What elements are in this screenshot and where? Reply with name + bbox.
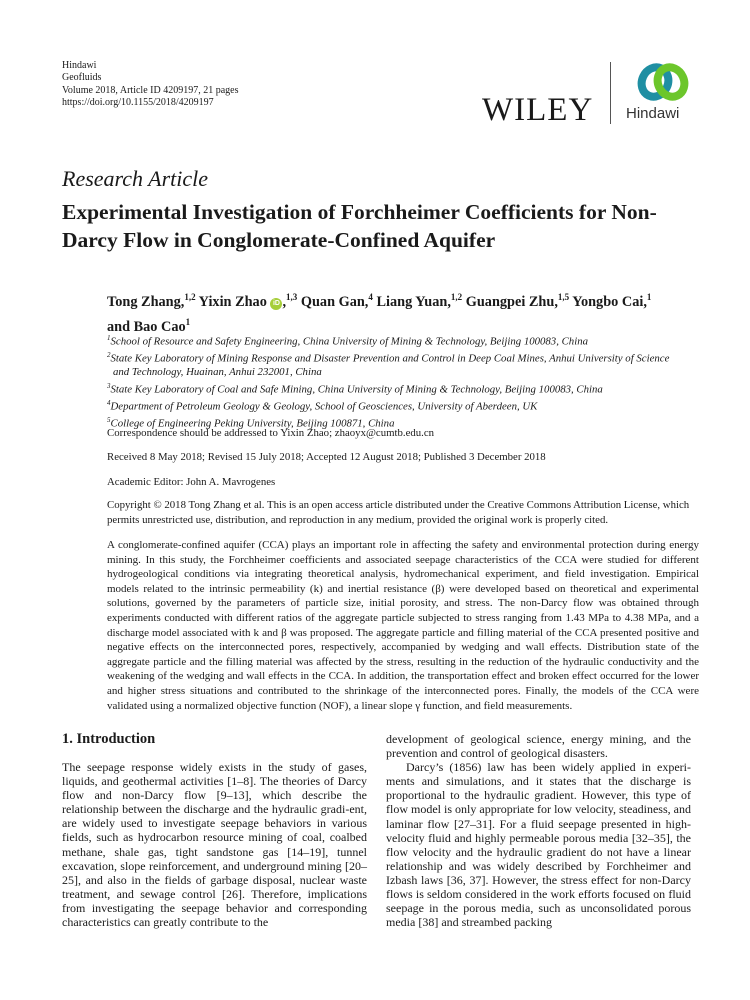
publication-dates: Received 8 May 2018; Revised 15 July 2018; Accepted 12 August 2018; Published 3 December 2018 xyxy=(107,451,546,463)
article-title: Experimental Investigation of Forchheimer Coefficients for Non-Darcy Flow in Conglomerate-Confined Aquifer xyxy=(62,200,657,252)
section-heading: 1. Introduction xyxy=(62,731,156,747)
journal-name: Geofluids xyxy=(62,72,102,84)
volume-info: Volume 2018, Article ID 4209197, 21 pages xyxy=(62,84,239,96)
affiliation-item: $^5$College of Engineering Peking University, Beijing 100871, China xyxy=(107,416,395,430)
correspondence: Correspondence should be addressed to Yixin Zhao; zhaoyx@cumtb.edu.cn xyxy=(107,427,435,439)
author-affiliation: 1 xyxy=(185,316,191,327)
author-affiliation: 1,2 xyxy=(184,292,196,302)
author-name: Guangpei Zhu, xyxy=(465,293,558,310)
affiliations xyxy=(107,332,707,432)
intro-right-column xyxy=(386,732,691,929)
body-paragraph: The seepage response widely exists in the study of gases, liquids, and geothermal activities [1–8]. The theories of Darcy flow and non-Darcy flow [9–13], which describe the relationship between the discharge and the hydraulic gradi-ent, are widely used to investigate seepage behaviors in various fields, such as hydrocarbon resource mining of coal, coalbed methane, shale gas, tight sandstone gas [14–19], tunnel excavation, slope reinforcement, and underground mining [20–25], and also in the fields of garbage disposal, nuclear waste treatment, and sewage control [26]. Therefore, implications from investigating the seepage behavior and corresponding characteristics can greatly contribute to the xyxy=(62,760,367,930)
author-list: Tong Zhang,$^{1,2}$ Yixin Zhao iD ,$^{1,3}$ Quan Gan,$^4$ Liang Yuan,$^{1,2}$ Guangpei Zhu,$^{1,5}$ Yongbo Cai,$^1$ and Bao Cao$^1$ xyxy=(107,292,652,335)
author-affiliation: 1,3 xyxy=(286,292,298,302)
author-affiliation: 1,5 xyxy=(557,292,570,302)
body-paragraph: development of geological science, energy mining, and the prevention and control of geological disasters. xyxy=(386,732,691,761)
author-name: Yixin Zhao xyxy=(198,293,267,310)
author-affiliation: 4 xyxy=(368,292,373,302)
author-name: Yongbo Cai, xyxy=(572,293,647,310)
author-name: Tong Zhang, xyxy=(107,293,185,310)
logo-divider xyxy=(610,62,611,124)
author-name: and Bao Cao xyxy=(107,318,186,335)
affiliation-item: $^2$State Key Laboratory of Mining Response and Disaster Prevention and Control in Deep Coal Mines, Anhui University of Science xyxy=(107,351,670,365)
author-name: Liang Yuan, xyxy=(376,293,451,310)
author-name: Quan Gan, xyxy=(300,293,369,310)
hindawi-logo-text: Hindawi xyxy=(626,105,680,122)
intro-left-column xyxy=(62,760,367,929)
wiley-logo: WILEY xyxy=(482,92,594,128)
affiliation-item: $^3$State Key Laboratory of Coal and Safe Mining, China University of Mining & Technology, Beijing 100083, China xyxy=(107,381,603,396)
body-paragraph: Darcy’s (1856) law has been widely applied in experi-ments and simulations, and it states that the discharge is proportional to the hydraulic gradient. However, this type of flow model is only appropriate for low velocity, steadiness, and laminar flow [27–31]. For a fluid seepage presented in high-velocity fluid and highly permeable porous media [32–35], the flow velocity and the hydraulic gradient do not have a linear relationship and was widely described by Forchheimer and Izbash laws [36, 37]. However, the stress effect for non-Darcy flows is seldom considered in the work efforts focused on fluid seepage in the porous media, such as unconsolidated porous media [38] and streambed packing xyxy=(386,760,691,930)
doi-link[interactable]: https://doi.org/10.1155/2018/4209197 xyxy=(62,96,214,108)
journal-header xyxy=(62,60,238,109)
academic-editor: Academic Editor: John A. Mavrogenes xyxy=(107,476,276,488)
affiliation-item: $^1$School of Resource and Safety Engineering, China University of Mining & Technology, Beijing 100083, China xyxy=(107,334,589,348)
affiliation-item: $^4$Department of Petroleum Geology & Geology, School of Geosciences, University of Aberdeen, UK xyxy=(107,399,538,413)
abstract: A conglomerate-confined aquifer (CCA) plays an important role in affecting the safety and environmental protection during energy mining. In this study, the Forchheimer coefficients and associated seepage characteristics of the CCA were studied for different hydrogeological conditions via integrating theoretical analysis, hydromechanical experiment, and field investigation. Empirical models related to the intrinsic permeability (k) and inertial resistance (β) were developed based on theoretical and experimental solutions, governed by the parameters of particle size, initial porosity, and stress. The non-Darcy flow was obtained through experiments conducted with different ratios of the aggregate particle subjected to stress ranging from 1.43 MPa to 4.38 MPa, and a discharge model associated with k and β was proposed. The aggregate particle and filling material of the CCA presented positive and negative effects on the interconnected pores, respectively, accompanied by wedging and wall effects. Distribution state of the aggregate particle and the filling material was affected by the stress, resulting in the reduction of the hydraulic conductivity and the weakening of the wedging and wall effects in the CCA. In addition, the transportation effect and broken effect occurred for the lower and higher stress situations and contributed to the shrinkage of the interconnected pores. Finally, the models of the CCA were validated using a normalized objective function (NOF), a linear slope γ function, and field measurements. xyxy=(107,539,699,712)
affiliation-item-continued: and Technology, Huainan, Anhui 232001, China xyxy=(113,366,322,379)
author-affiliation: 1,2 xyxy=(450,292,463,302)
copyright-notice: Copyright © 2018 Tong Zhang et al. This is an open access article distributed under the Creative Commons Attribution License, which permits unrestricted use, distribution, and reproduction in any medium, provided the original work is properly cited. xyxy=(107,499,690,526)
article-type: Research Article xyxy=(62,166,209,191)
publisher-name: Hindawi xyxy=(62,60,97,71)
orcid-icon[interactable]: iD xyxy=(270,298,282,310)
author-affiliation: 1 xyxy=(646,292,652,302)
